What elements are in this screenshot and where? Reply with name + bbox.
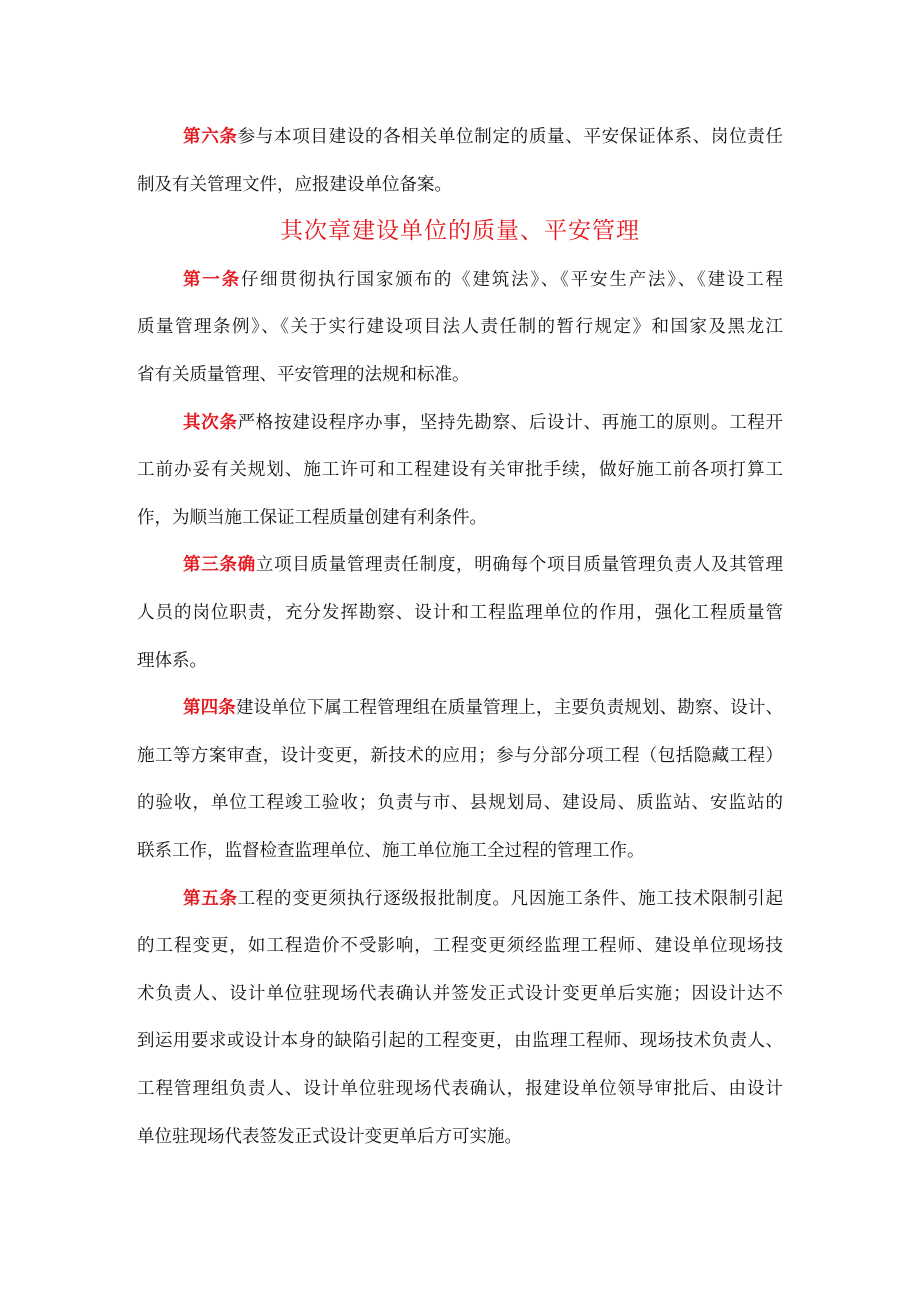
paragraph-text: 术负责人、设计单位驻现场代表确认并签发正式设计变更单后实施；因设计达不: [137, 983, 783, 1004]
paragraph-text: 参与本项目建设的各相关单位制定的质量、平安保证体系、岗位责任: [237, 127, 783, 147]
paragraph-line: [137, 1028, 783, 1054]
paragraph-text: 的工程变更，如工程造价不受影响，工程变更须经监理工程师、建设单位现场技: [137, 936, 783, 957]
paragraph-text: 的验收，单位工程竣工验收；负责与市、县规划局、建设局、质监站、安监站的: [137, 793, 783, 814]
paragraph-text: 到运用要求或设计本身的缺陷引起的工程变更，由监理工程师、现场技术负责人、: [137, 1031, 783, 1052]
paragraph-text: 理体系。: [137, 650, 207, 671]
paragraph-text: 仔细贯彻执行国家颁布的《建筑法》、《平安生产法》、《建设工程: [240, 269, 783, 290]
article-number: 第四条: [183, 698, 236, 719]
paragraph-line: [137, 648, 783, 674]
paragraph-text: 单位驻现场代表签发正式设计变更单后方可实施。: [137, 1126, 522, 1147]
chapter-title: 其次章建设单位的质量、平安管理: [280, 218, 640, 245]
paragraph-text: 工前办妥有关规划、施工许可和工程建设有关审批手续，做好施工前各项打算工: [137, 460, 783, 481]
paragraph-line: [137, 790, 783, 816]
paragraph-line: [183, 410, 783, 436]
paragraph-line: [137, 362, 783, 388]
paragraph-line: [137, 600, 783, 626]
paragraph-line: [183, 552, 783, 578]
paragraph-line: [137, 1124, 783, 1150]
paragraph-text: 联系工作，监督检查监理单位、施工单位施工全过程的管理工作。: [137, 841, 645, 861]
paragraph-text: 作，为顺当施工保证工程质量创建有利条件。: [137, 507, 487, 528]
paragraph-line: [183, 267, 783, 293]
article-number: 第一条: [183, 269, 241, 290]
paragraph-line: [137, 505, 783, 531]
paragraph-line: [137, 314, 783, 340]
paragraph-line: [137, 838, 783, 864]
paragraph-line: [137, 743, 783, 769]
article-number: 第五条: [183, 888, 238, 909]
paragraph-line: [183, 124, 783, 150]
paragraph-text: 工程的变更须执行逐级报批制度。凡因施工条件、施工技术限制引起: [237, 888, 783, 909]
paragraph-text: 制及有关管理文件，应报建设单位备案。: [137, 174, 452, 195]
paragraph-text: 立项目质量管理责任制度，明确每个项目质量管理负责人及其管理: [255, 555, 783, 576]
paragraph-line: [137, 933, 783, 959]
paragraph-line: [137, 981, 783, 1007]
paragraph-text: 施工等方案审查，设计变更，新技术的应用；参与分部分项工程（包括隐藏工程）: [137, 745, 783, 766]
paragraph-text: 建设单位下属工程管理组在质量管理上，主要负责规划、勘察、设计、: [235, 698, 784, 719]
paragraph-line: [137, 172, 783, 198]
article-number: 第三条确: [183, 555, 256, 576]
paragraph-text: 工程管理组负责人、设计单位驻现场代表确认，报建设单位领导审批后、由设计: [137, 1079, 783, 1099]
paragraph-text: 省有关质量管理、平安管理的法规和标准。: [137, 365, 470, 385]
paragraph-text: 严格按建设程序办事，坚持先勘察、后设计、再施工的原则。工程开: [237, 412, 783, 433]
paragraph-text: 人员的岗位职责，充分发挥勘察、设计和工程监理单位的作用，强化工程质量管: [137, 603, 783, 623]
article-number: 第六条: [183, 127, 238, 147]
paragraph-line: [183, 886, 783, 912]
paragraph-line: [137, 457, 783, 483]
paragraph-line: [183, 695, 783, 721]
paragraph-line: [137, 1076, 783, 1102]
article-number: 其次条: [183, 412, 238, 433]
paragraph-text: 质量管理条例》、《关于实行建设项目法人责任制的暂行规定》和国家及黑龙江: [137, 317, 783, 338]
